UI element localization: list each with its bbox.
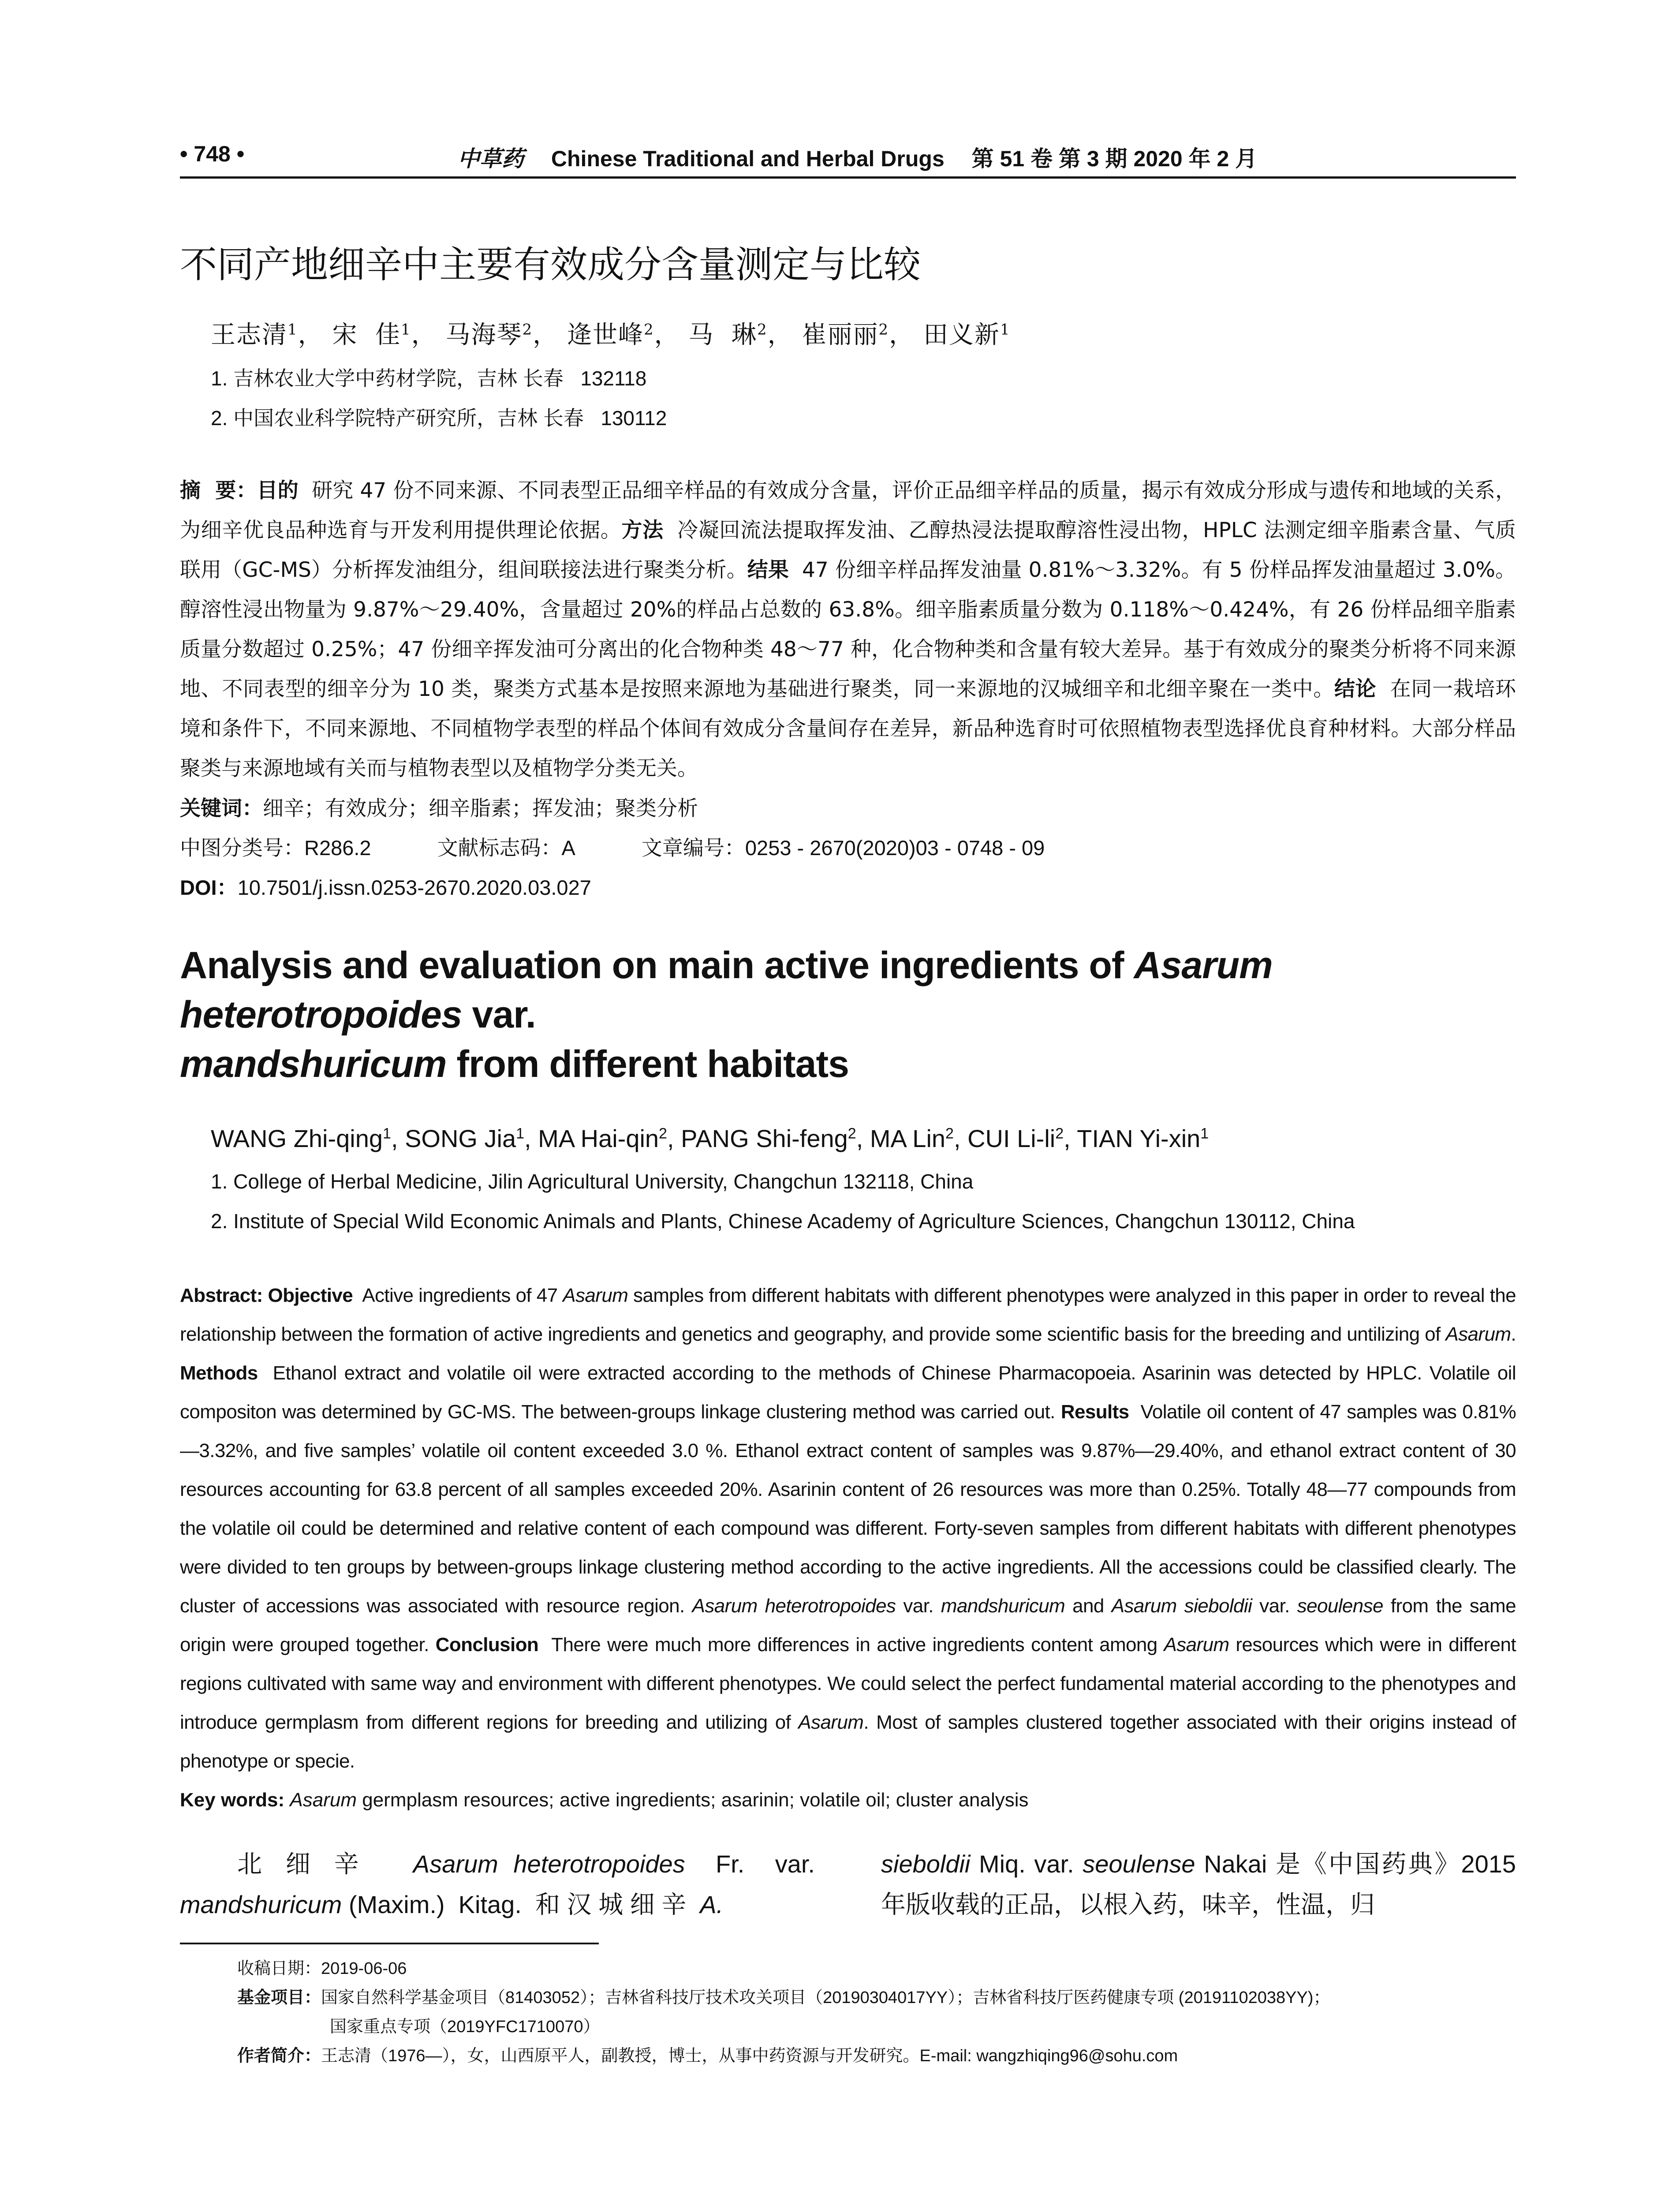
title-en-text: var. (462, 994, 546, 1036)
author-en: PANG Shi-feng (681, 1125, 848, 1152)
objective-en-text: samples from different habitats with different phenotypes were analyzed in this paper in order to reveal the relationship between the formation of active ingredients and genetics and geography, and provide some scientific basis for the breeding and untilizing of (180, 1285, 1521, 1345)
keywords-en-genus: Asarum (290, 1789, 357, 1811)
body-text: Miq. var. (970, 1850, 1083, 1878)
author-bio: 王志清（1976—），女，山西原平人，副教授，博士，从事中药资源与开发研究。E-mail: wangzhiqing96@sohu.com (321, 2047, 1178, 2065)
author-en: MA Lin (870, 1125, 946, 1152)
classification-line (180, 828, 1516, 868)
fund-line (237, 1983, 1516, 2012)
fund-text-cont: 国家重点专项（2019YFC1710070） (330, 2018, 600, 2036)
authors-english: WANG Zhi-qing$^1$, SONG Jia$^1$, MA Hai-qin$^2$, PANG Shi-feng$^2$, MA Lin$^2$, CUI $Li-li^2$, TIAN Yi-xin$^1$ (211, 1125, 1209, 1152)
affiliation-cn: 2. 中国农业科学院特产研究所，吉林 长春 130112 (211, 407, 667, 430)
fund-text: 国家自然科学基金项目（81403052）；吉林省科技厅技术攻关项目（20190304017YY）；吉林省科技厅医药健康专项 (20191102038YY)； (321, 1988, 1330, 2007)
author-cn: 王志清 (211, 321, 287, 349)
author-en: WANG Zhi-qing (211, 1125, 383, 1152)
title-en-text: from different habitats (446, 1043, 849, 1085)
abstract-english (180, 1276, 1521, 1781)
author-cn: 宋 佳 (332, 321, 401, 349)
species-name: Asarum sieboldii (1111, 1595, 1252, 1617)
methods-en-text: Ethanol extract and volatile oil were extracted according to the methods of Chinese Pharmacopoeia. Asarinin was detected by HPLC. Volatile oil compositon was determined by GC-MS. The between-groups linkage clustering method was carried out. (180, 1362, 1521, 1423)
author-en-affil: 1 (516, 1125, 525, 1142)
abstract-chinese (180, 471, 1516, 789)
affiliation-en: 2. Institute of Special Wild Economic Animals and Plants, Chinese Academy of Agriculture Sciences, Changchun 130112, China (211, 1210, 1355, 1233)
journal-name: Chinese Traditional and Herbal Drugs (551, 146, 945, 171)
author-cn-affil: 1 (1000, 321, 1011, 339)
author-en: MA Hai-qin (538, 1125, 659, 1152)
footnotes (237, 1954, 1516, 2070)
author-en-affil: 2 (659, 1125, 667, 1142)
conclusion-text: 在同一栽培环境和条件下，不同来源地、不同植物学表型的样品个体间有效成分含量间存在差异，新品种选育时可依照植物表型选择优良育种材料。大部分样品聚类与来源地域有关而与植物表型以及植物学分类无关。 (180, 677, 1516, 781)
authors-chinese: 王志清$^1$， 宋 佳$^1$， 马海琴$^2$， 逄世峰$^2$， 马 琳$^2$， 崔丽丽$^2$， 田义新$^1$ (211, 321, 1011, 349)
keywords-english (180, 1781, 1516, 1820)
genus-name: Asarum (563, 1285, 628, 1306)
author-cn: 崔丽丽 (802, 321, 879, 349)
methods-en-label: Methods (180, 1362, 258, 1384)
body-columns (180, 1844, 1516, 1925)
body-text: Fr. var. (685, 1850, 822, 1878)
running-header (180, 132, 1516, 179)
methods-label: 方法 (621, 518, 664, 542)
title-chinese: 不同产地细辛中主要有效成分含量测定与比较 (180, 244, 921, 285)
species-name: sieboldii (881, 1850, 971, 1878)
author-bio-label: 作者简介： (237, 2047, 321, 2065)
author-cn-affil: 2 (643, 321, 654, 339)
affiliation-en: 1. College of Herbal Medicine, Jilin Agricultural University, Changchun 132118, China (211, 1170, 974, 1193)
conclusion-en-text: . Most of samples clustered together associated with their origins instead of phenotype or specie. (180, 1712, 1521, 1772)
author-en: SONG Jia (405, 1125, 516, 1152)
species-name: mandshuricum (180, 1891, 342, 1918)
abstract-en-label: Abstract: Objective (180, 1285, 353, 1306)
body-text: Nakai 是《中国药典》2015 年版收载的正品，以根入药，味辛，性温，归 (881, 1850, 1516, 1918)
conclusion-label: 结论 (1334, 677, 1377, 701)
species-name: A. (700, 1891, 724, 1918)
results-label: 结果 (747, 558, 789, 582)
affiliation-cn: 1. 吉林农业大学中药材学院，吉林 长春 132118 (211, 367, 647, 390)
author-en-affil: 1 (383, 1125, 391, 1142)
author-en-affil: 2 (945, 1125, 954, 1142)
title-english (180, 941, 1516, 1089)
affiliations-english (180, 1162, 1516, 1241)
abstract-cn-label: 摘 要： (180, 478, 257, 503)
results-en-text: var. (1252, 1595, 1297, 1617)
author-en-affil: 2 (847, 1125, 856, 1142)
author-cn-affil: 2 (757, 321, 768, 339)
objective-label: 目的 (257, 478, 299, 503)
clc-number: 中图分类号：R286.2 (180, 836, 371, 860)
body-text: (Maxim.) Kitag. 和 汉 城 细 辛 (342, 1891, 700, 1918)
results-en-text: var. (896, 1595, 941, 1617)
doi-value[interactable]: 10.7501/j.issn.0253-2670.2020.03.027 (237, 876, 591, 899)
results-en-label: Results (1060, 1401, 1129, 1423)
author-cn: 马 琳 (688, 321, 758, 349)
objective-en-text: Active ingredients of 47 (353, 1285, 563, 1306)
doi-line (180, 868, 1516, 908)
genus-name: Asarum (1445, 1323, 1511, 1345)
fund-label: 基金项目： (237, 1988, 321, 2007)
objective-en-text: . (1511, 1323, 1516, 1345)
footnote-divider (180, 1943, 599, 1944)
keywords-en-text: germplasm resources; active ingredients; asarinin; volatile oil; cluster analysis (357, 1789, 1029, 1811)
keywords-cn-label: 关键词： (180, 796, 263, 820)
article-number: 文章编号：0253 - 2670(2020)03 - 0748 - 09 (641, 836, 1045, 860)
methods-text: 冷凝回流法提取挥发油、乙醇热浸法提取醇溶性浸出物，HPLC 法测定细辛脂素含量、气质联用（GC-MS）分析挥发油组分，组间联接法进行聚类分析。 (180, 518, 1516, 582)
species-name: Asarum heterotropoides (413, 1850, 685, 1878)
species-name: seoulense (1297, 1595, 1383, 1617)
results-en-text: and (1065, 1595, 1112, 1617)
species-name: mandshuricum (941, 1595, 1065, 1617)
author-en-affil: 2 (1055, 1125, 1064, 1142)
author-en-affil: 1 (1200, 1125, 1209, 1142)
doi-label: DOI： (180, 876, 238, 899)
genus-name: Asarum (1164, 1634, 1229, 1656)
author-cn-affil: 1 (401, 321, 411, 339)
author-cn: 田义新 (923, 321, 1000, 349)
received-date: 收稿日期：2019-06-06 (237, 1959, 407, 1978)
body-column-left (180, 1844, 822, 1925)
page-number: • 748 • (180, 142, 245, 166)
author-en: TIAN Yi-xin (1077, 1125, 1201, 1152)
title-en-variety: mandshuricum (180, 1043, 447, 1085)
author-cn-affil: 2 (878, 321, 889, 339)
document-code: 文献标志码：A (437, 836, 575, 860)
conclusion-en-text: There were much more differences in active ingredients content among (538, 1634, 1164, 1656)
genus-name: Asarum (798, 1712, 864, 1733)
species-name: Asarum heterotropoides (692, 1595, 896, 1617)
results-text: 47 份细辛样品挥发油量 0.81%～3.32%。有 5 份样品挥发油量超过 3.0%。醇溶性浸出物量为 9.87%～29.40%，含量超过 20%的样品占总数的 63.8%。细辛脂素质量分数为 0.118%～0.424%，有 26 份样品细辛脂素质量分数超过 0.25%；47 份细辛挥发油可分离出的化合物种类 48～77 种，化合物种类和含量有较大差异。基于有效成分的聚类分析将不同来源地、不同表型的细辛分为 10 类，聚类方式基本是按照来源地为基础进行聚类，同一来源地的汉城细辛和北细辛聚在一类中。 (180, 558, 1516, 701)
conclusion-en-text: resources which were in different regions cultivated with same way and environment with different phenotypes. We could select the perfect fundamental material according to the phenotypes and introduce germplasm from different regions for breeding and utilizing of (180, 1634, 1521, 1733)
keywords-en-label: Key words: (180, 1789, 285, 1811)
conclusion-en-label: Conclusion (435, 1634, 539, 1656)
keywords-cn-text: 细辛；有效成分；细辛脂素；挥发油；聚类分析 (263, 796, 698, 820)
objective-text: 研究 47 份不同来源、不同表型正品细辛样品的有效成分含量，评价正品细辛样品的质量，揭示有效成分形成与遗传和地域的关系，为细辛优良品种选育与开发利用提供理论依据。 (180, 478, 1516, 542)
title-en-text: Analysis and evaluation on main active ingredients of (180, 944, 1134, 987)
journal-line (458, 141, 1257, 173)
title-en-species: Asarum heterotropoides (180, 944, 1273, 1036)
journal-logo: 中草药 (458, 146, 524, 172)
body-text: 北 细 辛 (237, 1850, 413, 1878)
author-cn: 逄世峰 (567, 321, 644, 349)
results-en-text: Volatile oil content of 47 samples was 0.81%—3.32%, and five samples’ volatile oil content exceeded 3.0 %. Ethanol extract content of samples was 9.87%—29.40%, and ethanol extract content of 30 resources accounting for 63.8 percent of all samples exceeded 20%. Asarinin content of 26 resources was more than 0.25%. Totally 48—77 compounds from the volatile oil could be determined and relative content of each compound was different. Forty-seven samples from different habitats with different phenotypes were divided to ten groups by between-groups linkage clustering method according to the active ingredients. All the accessions could be classified clearly. The cluster of accessions was associated with resource region. (180, 1401, 1521, 1617)
author-cn-affil: 2 (522, 321, 533, 339)
body-column-right (881, 1844, 1516, 1925)
author-cn-affil: 1 (287, 321, 298, 339)
author-bio-line (237, 2041, 1516, 2070)
results-en-text: from the same origin were grouped together. (180, 1595, 1521, 1656)
affiliations-chinese (180, 359, 1516, 438)
paper-page (180, 132, 1521, 2070)
author-en: CUI Li-li (967, 1125, 1056, 1152)
keywords-chinese (180, 789, 1516, 828)
journal-issue: 第 51 卷 第 3 期 2020 年 2 月 (971, 146, 1258, 171)
author-cn: 马海琴 (445, 321, 523, 349)
species-name: seoulense (1083, 1850, 1195, 1878)
